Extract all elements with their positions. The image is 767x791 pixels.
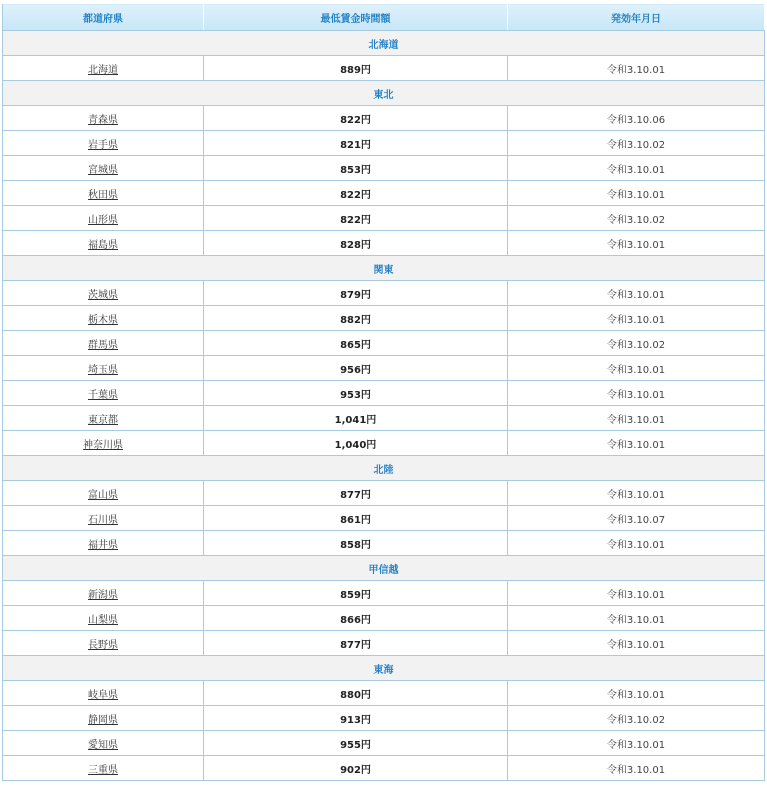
table-body [3,31,765,781]
date-cell: 令和3.10.02 [508,206,765,231]
wage-cell: 828円 [204,231,508,256]
prefecture-link[interactable]: 栃木県 [88,314,118,326]
date-cell: 令和3.10.01 [508,606,765,631]
header-prefecture: 都道府県 [3,4,204,31]
date-cell: 令和3.10.01 [508,406,765,431]
prefecture-link[interactable]: 東京都 [88,414,118,426]
wage-cell: 880円 [204,681,508,706]
prefecture-link[interactable]: 山形県 [88,214,118,226]
table-header [3,4,765,31]
wage-cell: 913円 [204,706,508,731]
region-name: 北陸 [3,456,765,481]
wage-cell: 822円 [204,181,508,206]
date-cell: 令和3.10.01 [508,181,765,206]
date-cell: 令和3.10.01 [508,356,765,381]
table-row [3,506,765,531]
prefecture-link[interactable]: 山梨県 [88,614,118,626]
wage-cell: 853円 [204,156,508,181]
date-cell: 令和3.10.01 [508,531,765,556]
prefecture-link[interactable]: 千葉県 [88,389,118,401]
region-row [3,256,765,281]
region-row [3,456,765,481]
table-row [3,731,765,756]
date-cell: 令和3.10.06 [508,106,765,131]
table-row [3,181,765,206]
table-row [3,106,765,131]
prefecture-cell [3,681,204,706]
minimum-wage-table [2,3,765,781]
table-row [3,331,765,356]
prefecture-cell [3,731,204,756]
region-row [3,556,765,581]
date-cell: 令和3.10.01 [508,756,765,781]
table-row [3,681,765,706]
wage-cell: 859円 [204,581,508,606]
table-row [3,381,765,406]
prefecture-link[interactable]: 茨城県 [88,289,118,301]
date-cell: 令和3.10.07 [508,506,765,531]
table-row [3,706,765,731]
region-name: 東北 [3,81,765,106]
prefecture-cell [3,106,204,131]
wage-cell: 902円 [204,756,508,781]
region-name: 東海 [3,656,765,681]
prefecture-link[interactable]: 福島県 [88,239,118,251]
wage-cell: 953円 [204,381,508,406]
wage-cell: 822円 [204,106,508,131]
prefecture-cell [3,506,204,531]
date-cell: 令和3.10.02 [508,131,765,156]
prefecture-link[interactable]: 埼玉県 [88,364,118,376]
table-row [3,231,765,256]
region-row [3,31,765,56]
wage-cell: 955円 [204,731,508,756]
wage-cell: 879円 [204,281,508,306]
prefecture-cell [3,156,204,181]
wage-cell: 1,041円 [204,406,508,431]
prefecture-cell [3,381,204,406]
table-row [3,56,765,81]
prefecture-cell [3,481,204,506]
wage-cell: 866円 [204,606,508,631]
wage-cell: 822円 [204,206,508,231]
date-cell: 令和3.10.01 [508,481,765,506]
prefecture-cell [3,181,204,206]
header-minimum-wage: 最低賃金時間額 [204,4,508,31]
prefecture-link[interactable]: 神奈川県 [83,439,123,451]
date-cell: 令和3.10.01 [508,731,765,756]
prefecture-cell [3,131,204,156]
wage-cell: 882円 [204,306,508,331]
date-cell: 令和3.10.01 [508,156,765,181]
prefecture-cell [3,406,204,431]
prefecture-link[interactable]: 宮城県 [88,164,118,176]
table-row [3,606,765,631]
date-cell: 令和3.10.01 [508,581,765,606]
prefecture-cell [3,206,204,231]
date-cell: 令和3.10.01 [508,231,765,256]
prefecture-link[interactable]: 岩手県 [88,139,118,151]
prefecture-link[interactable]: 北海道 [88,64,118,76]
prefecture-cell [3,756,204,781]
table-row [3,356,765,381]
region-name: 甲信越 [3,556,765,581]
table-row [3,756,765,781]
wage-cell: 861円 [204,506,508,531]
table-row [3,406,765,431]
date-cell: 令和3.10.01 [508,56,765,81]
wage-cell: 858円 [204,531,508,556]
prefecture-cell [3,431,204,456]
prefecture-link[interactable]: 群馬県 [88,339,118,351]
table-row [3,631,765,656]
prefecture-cell [3,706,204,731]
prefecture-link[interactable]: 愛知県 [88,739,118,751]
prefecture-cell [3,306,204,331]
prefecture-cell [3,231,204,256]
region-name: 北海道 [3,31,765,56]
table-row [3,156,765,181]
wage-cell: 877円 [204,631,508,656]
table-row [3,581,765,606]
prefecture-link[interactable]: 長野県 [88,639,118,651]
prefecture-link[interactable]: 石川県 [88,514,118,526]
header-effective-date: 発効年月日 [508,4,765,31]
prefecture-cell [3,631,204,656]
region-name: 関東 [3,256,765,281]
date-cell: 令和3.10.02 [508,706,765,731]
wage-cell: 1,040円 [204,431,508,456]
date-cell: 令和3.10.01 [508,631,765,656]
region-row [3,656,765,681]
table-row [3,206,765,231]
prefecture-link[interactable]: 青森県 [88,114,118,126]
wage-cell: 821円 [204,131,508,156]
wage-cell: 956円 [204,356,508,381]
prefecture-cell [3,331,204,356]
table-row [3,131,765,156]
region-row [3,81,765,106]
date-cell: 令和3.10.01 [508,306,765,331]
wage-cell: 865円 [204,331,508,356]
wage-cell: 889円 [204,56,508,81]
prefecture-cell [3,281,204,306]
header-row [3,4,765,31]
date-cell: 令和3.10.01 [508,431,765,456]
table-row [3,531,765,556]
prefecture-link[interactable]: 静岡県 [88,714,118,726]
table-row [3,481,765,506]
table-row [3,431,765,456]
prefecture-link[interactable]: 三重県 [88,764,118,776]
table-row [3,306,765,331]
date-cell: 令和3.10.01 [508,281,765,306]
date-cell: 令和3.10.01 [508,681,765,706]
prefecture-link[interactable]: 福井県 [88,539,118,551]
prefecture-cell [3,531,204,556]
date-cell: 令和3.10.02 [508,331,765,356]
prefecture-link[interactable]: 岐阜県 [88,689,118,701]
prefecture-cell [3,581,204,606]
wage-cell: 877円 [204,481,508,506]
prefecture-link[interactable]: 新潟県 [88,589,118,601]
prefecture-link[interactable]: 秋田県 [88,189,118,201]
table-row [3,281,765,306]
prefecture-cell [3,356,204,381]
date-cell: 令和3.10.01 [508,381,765,406]
prefecture-link[interactable]: 富山県 [88,489,118,501]
prefecture-cell [3,56,204,81]
prefecture-cell [3,606,204,631]
